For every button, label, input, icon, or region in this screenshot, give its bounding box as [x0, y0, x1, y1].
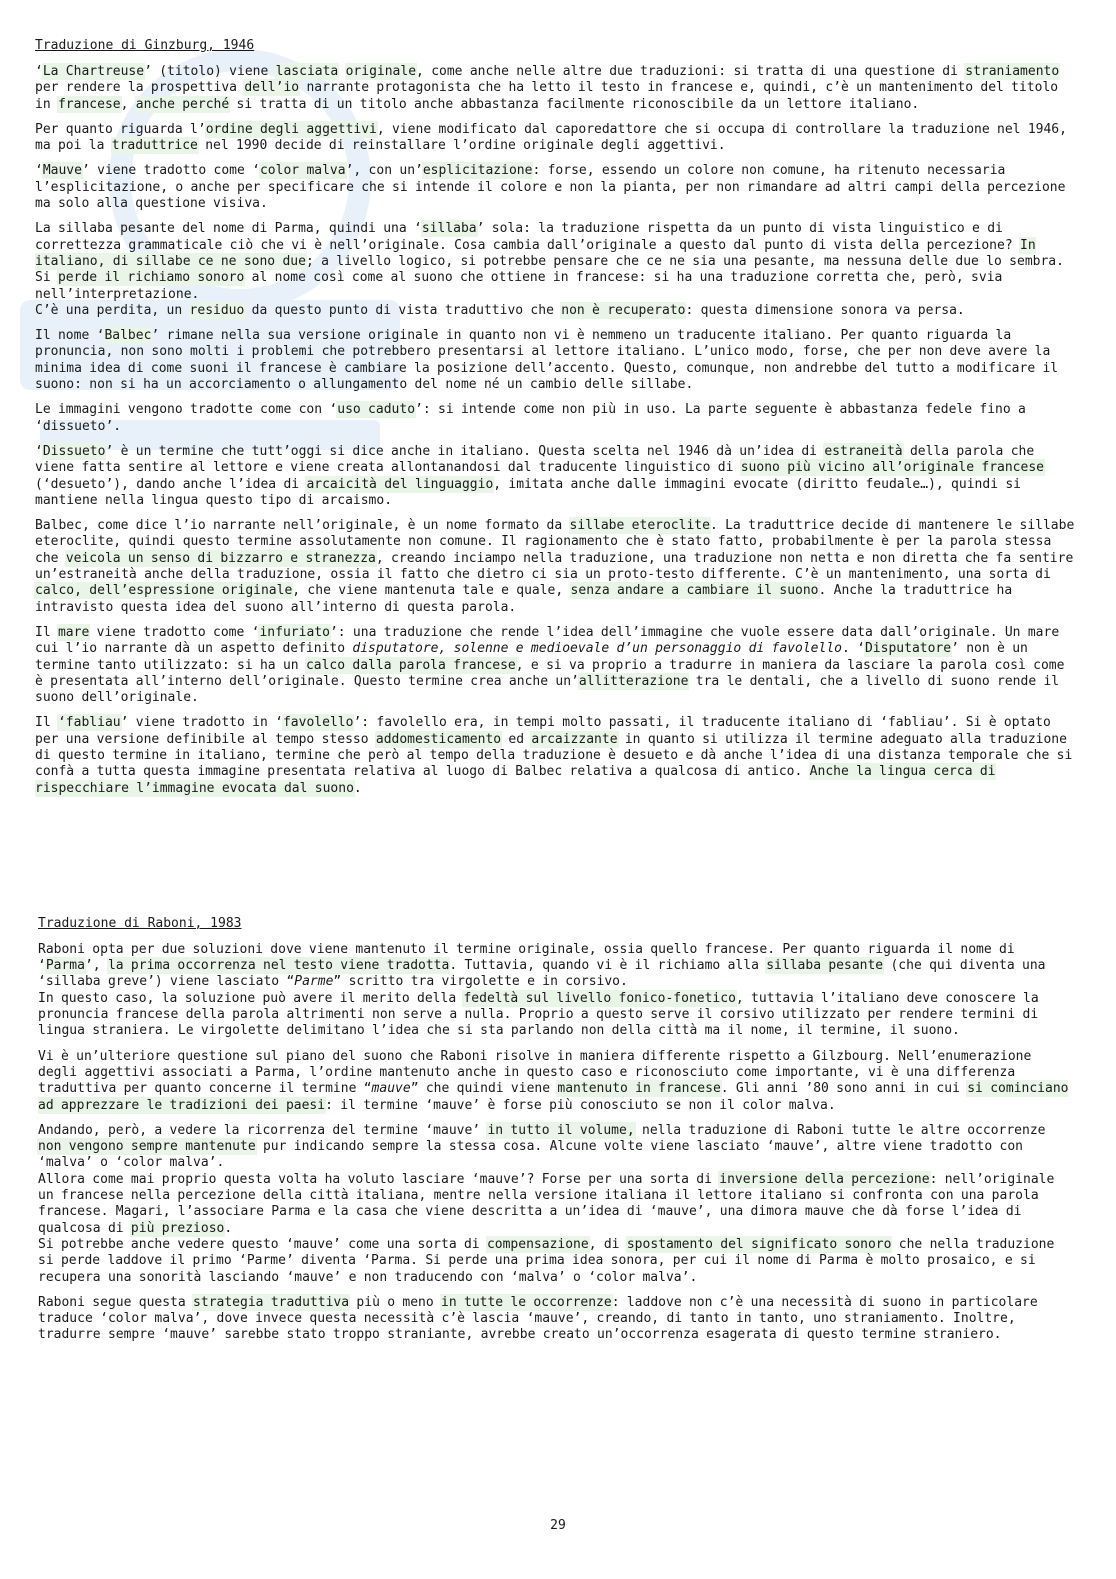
- text-run: [338, 64, 345, 79]
- paragraph: [38, 991, 1075, 1040]
- highlighted-text: perde il richiamo sonoro: [57, 270, 245, 286]
- text-run: La sillaba pesante del nome di Parma, quindi una ‘: [35, 221, 422, 237]
- paragraph: [35, 303, 1075, 319]
- highlighted-text: residuo: [189, 302, 245, 318]
- highlighted-text: color malva: [259, 163, 346, 179]
- text-run: ’ è un termine che tutt’oggi si dice anche in italiano. Questa scelta nel 1946 dà un’idea di: [105, 443, 825, 459]
- paragraph: [35, 518, 1075, 616]
- text-run: , che viene mantenuta tale e quale,: [292, 583, 571, 599]
- italic-text: mauve: [371, 1081, 411, 1097]
- text-run: ‘: [35, 64, 43, 79]
- highlighted-text: estraneità: [824, 443, 903, 459]
- highlighted-text: straniamento: [965, 64, 1060, 79]
- text-run: ’: si intende come non più in uso. La parte seguente è abbastanza fedele fino a ‘dissueto’.: [35, 402, 1026, 434]
- text-run: più o meno: [349, 1294, 442, 1310]
- text-run: : forse, essendo un colore non comune, ha ritenuto necessaria l’esplicitazione, o anche per specificare che si intende il colore e non la pianta, per non rimandare ad altri campi della percezione ma solo alla questione visiva.: [35, 163, 1066, 212]
- text-run: (‘desueto’), dando anche l’idea di: [35, 476, 307, 492]
- text-run: C’è una perdita, un: [35, 302, 190, 318]
- text-run: In questo caso, la soluzione può avere il merito della: [38, 990, 464, 1006]
- highlighted-text: veicola un senso di bizzarro e stranezza: [65, 550, 376, 566]
- text-run: che nella traduzione si perde laddove il primo ‘Parme’ diventa ‘Parma. Si perde una prima idea sonora, per cui il nome di Parma è molto prosaico, e si recupera una sonorità lasciando ‘mauve’ e non traducendo con ‘malva’ o ‘color malva’.: [38, 1236, 1055, 1285]
- text-run: .: [224, 1220, 233, 1236]
- paragraph: [38, 1172, 1075, 1237]
- paragraph: [35, 64, 1075, 113]
- paragraph: [38, 1049, 1075, 1114]
- paragraph: [35, 625, 1075, 706]
- text-run: ’ viene tradotto come ‘: [81, 163, 260, 179]
- paragraph: [38, 942, 1075, 991]
- section-body-raboni: [38, 942, 1075, 1344]
- highlighted-text: infuriato: [259, 624, 330, 640]
- highlighted-text: suono più vicino all’originale francese: [740, 460, 1044, 476]
- text-run: , come anche nelle altre due traduzioni: si tratta di una questione di: [416, 64, 966, 79]
- text-run: : nell’originale un francese nella percezione della città italiana, mentre nella versione italiana il lettore italiano si confronta con una parola francese. Magari, l’associare Parma e la casa che viene descritta a un’idea di ‘mauve’, una dimora mauve che dà forse l’idea di qualcosa di: [38, 1171, 1055, 1236]
- text-run: narrante protagonista che ha letto il testo in francese e, quindi, c’è un mantenimento del titolo in: [35, 80, 1059, 112]
- highlighted-text: ordine degli aggettivi: [205, 121, 377, 137]
- highlighted-text: calco dalla parola francese: [305, 657, 516, 673]
- text-run: ’, con un’: [345, 163, 423, 179]
- text-run: Il nome ‘: [35, 328, 105, 344]
- highlighted-text: sillaba pesante: [766, 958, 884, 974]
- text-run: per rendere la prospettiva: [35, 80, 245, 96]
- text-run: Per quanto riguarda l’: [35, 121, 206, 137]
- text-run: tra le dentali, che a livello di suono rende il suono dell’originale.: [35, 673, 1060, 706]
- section-body-ginzburg: [35, 64, 1075, 797]
- highlighted-text: mare: [57, 624, 90, 640]
- text-run: Raboni opta per due soluzioni dove viene mantenuto il termine originale, ossia quello francese. Per quanto riguarda il nome di ‘: [38, 941, 1015, 974]
- highlighted-text: dell’io: [244, 80, 300, 96]
- text-run: nel 1990 decide di reinstallare l’ordine originale degli aggettivi.: [197, 138, 726, 154]
- highlighted-text: Disputatore: [864, 641, 952, 657]
- text-run: ’ rimane nella sua versione originale in quanto non vi è nemmeno un traducente italiano. Per quanto riguarda la pronuncia, non sono molti i problemi che potrebbero presentarsi al lettore italiano. L’unico modo, forse, che per non deve avere la minima idea di come suoni il francese è cambiare la posizione dell’accento. Questo, comunque, non andrebbe del tutto a modificare il suono: non si ha un accorciamento o allungamento del nome né un cambio delle sillabe.: [35, 328, 1059, 393]
- text-run: nella traduzione di Raboni tutte le altre occorrenze: [634, 1122, 1046, 1138]
- paragraph: [35, 715, 1075, 796]
- text-run: . Tuttavia, quando vi è il richiamo alla: [449, 958, 767, 974]
- highlighted-text: Mauve: [42, 163, 82, 179]
- highlighted-text: sillaba: [421, 221, 477, 237]
- text-run: Le immagini vengono tradotte come con ‘: [35, 402, 338, 418]
- highlighted-text: esplicitazione: [422, 163, 533, 179]
- highlighted-text: la prima occorrenza nel testo viene tradotta: [107, 958, 450, 974]
- highlighted-text: Balbec: [104, 328, 152, 344]
- text-run: Andando, però, a vedere la ricorrenza del termine ‘mauve’: [38, 1122, 488, 1138]
- highlighted-text: non è recuperato: [561, 302, 686, 318]
- paragraph: [35, 402, 1075, 435]
- text-run: ’ sola: la traduzione rispetta da un punto di vista linguistico e di correttezza grammaticale ciò che vi è nell’originale. Cosa cambia dall’originale a questo dal punto di vista della percezione?: [35, 221, 1020, 253]
- highlighted-text: arcaizzante: [531, 731, 618, 747]
- section-heading-ginzburg: Traduzione di Ginzburg, 1946: [35, 38, 255, 53]
- highlighted-text: inversione della percezione: [719, 1171, 930, 1187]
- highlighted-text: anche perché: [135, 96, 230, 112]
- text-run: . Anche la traduttrice ha intravisto questa idea del suono all’interno di questa parola.: [35, 583, 1013, 615]
- section-spacer: [35, 806, 1075, 916]
- highlighted-text: traduttrice: [111, 138, 198, 154]
- text-run: ; a livello logico, si potrebbe pensare che ce ne sia una pesante, ma nessuna delle due lo sembra. Si: [35, 253, 1064, 286]
- text-run: ‘: [35, 163, 43, 179]
- highlighted-text: spostamento del significato sonoro: [626, 1236, 892, 1252]
- highlighted-text: francese: [57, 96, 121, 112]
- highlighted-text: fedeltà sul livello fonico-fonetico: [463, 990, 736, 1006]
- text-run: . La traduttrice decide di mantenere le sillabe eteroclite, quindi questo termine assolutamente non comune. Il ragionamento che è stato fatto, probabilmente è per la parola stessa che: [35, 518, 1075, 566]
- text-run: , e si va proprio a tradurre in maniera da lasciare la parola così come è presentata all’interno dell’originale. Questo termine crea anche un’: [35, 657, 1065, 689]
- text-run: : laddove non c’è una necessità di suono in particolare traduce ‘color malva’, dove invece questa necessità c’è lascia ‘mauve’, creando, di tanto in tanto, uno straniamento. Inoltre, tradurre sempre ‘mauve’ sarebbe stato troppo straniante, avrebbe creato un’occorrenza esagerata di questo termine straniero.: [38, 1294, 1038, 1343]
- paragraph: [38, 1295, 1075, 1344]
- text-run: Raboni segue questa: [38, 1294, 194, 1310]
- text-run: , viene modificato dal caporedattore che si occupa di controllare la traduzione nel 1946, ma poi la: [35, 121, 1067, 154]
- highlighted-text: Parma: [45, 958, 85, 974]
- highlighted-text: in tutte le occorrenze: [441, 1294, 612, 1310]
- paragraph: [38, 1123, 1075, 1172]
- text-run: . ‘: [842, 641, 865, 657]
- paragraph: [35, 444, 1075, 509]
- text-run: ‘: [35, 443, 43, 459]
- highlighted-text: La Chartreuse: [42, 64, 145, 79]
- highlighted-text: lasciata: [275, 64, 339, 79]
- highlighted-text: uso caduto: [337, 402, 416, 418]
- highlighted-text: Anche la lingua cerca di rispecchiare l’immagine evocata dal suono: [35, 764, 996, 796]
- text-run: viene tradotto come ‘: [89, 624, 260, 640]
- highlighted-text: ‘fabliau: [57, 715, 121, 731]
- highlighted-text: più prezioso: [130, 1220, 225, 1236]
- text-run: (che qui diventa una ‘sillaba greve’) viene lasciato “: [38, 958, 1046, 990]
- text-run: ” che quindi viene: [410, 1081, 558, 1097]
- text-run: Si potrebbe anche vedere questo ‘mauve’ come una sorta di: [38, 1236, 487, 1252]
- text-run: Vi è un’ulteriore questione sul piano del suono che Raboni risolve in maniera differente rispetto a Gilzbourg. Nell’enumerazione degli aggettivi associati a Parma, l’ordine mantenuto anche in questo caso e riconosciuto come importante, vi è una differenza traduttiva per quanto concerne il termine “: [38, 1048, 1032, 1097]
- text-run: .: [353, 780, 362, 796]
- highlighted-text: compensazione: [486, 1236, 589, 1252]
- page-number: 29: [550, 1518, 566, 1533]
- highlighted-text: non vengono sempre mantenute: [38, 1139, 256, 1155]
- text-run: , creando inciampo nella traduzione, una traduzione non netta e non diretta che fa sentire un’estraneità anche della traduzione, ossia il fatto che dietro ci sia un proto-testo differente. C’è un mantenimento, una sorta di: [35, 550, 1074, 583]
- highlighted-text: senza andare a cambiare il suono: [570, 583, 819, 599]
- highlighted-text: calco, dell’espressione originale: [35, 583, 293, 599]
- highlighted-text: in tutto il volume,: [487, 1122, 635, 1138]
- paragraph: [35, 122, 1075, 155]
- paragraph: [35, 163, 1075, 212]
- text-run: Il: [35, 624, 58, 640]
- highlighted-text: Dissueto: [42, 443, 106, 459]
- highlighted-text: favolello: [282, 715, 354, 731]
- highlighted-text: strategia traduttiva: [193, 1294, 350, 1310]
- text-run: ’: una traduzione che rende l’idea dell’immagine che vuole essere data dall’originale. Un mare cui l’io narrante dà un aspetto definito: [35, 624, 1060, 657]
- italic-text: disputatore, solenne e medioevale d’un personaggio di favolello: [352, 641, 842, 657]
- text-run: della parola che viene fatta sentire al lettore e viene creata allontanandosi dal traducente linguistico di: [35, 443, 1035, 476]
- text-run: ’ viene tradotto in ‘: [120, 715, 283, 731]
- text-run: Il: [35, 715, 58, 731]
- highlighted-text: originale: [345, 64, 417, 79]
- highlighted-text: mantenuto in francese: [557, 1081, 721, 1097]
- text-run: Balbec, come dice l’io narrante nell’originale, è un nome formato da: [35, 518, 570, 534]
- section-ginzburg: [35, 38, 1075, 797]
- highlighted-text: si cominciano ad apprezzare le tradizioni dei paesi: [38, 1081, 1069, 1113]
- text-run: ’ (titolo) viene: [144, 64, 276, 79]
- text-run: ed: [501, 731, 532, 747]
- paragraph: [35, 221, 1075, 302]
- text-run: : il termine ‘mauve’ è forse più conosciuto se non il color malva.: [325, 1097, 836, 1113]
- text-run: , di: [588, 1236, 627, 1252]
- text-run: : questa dimensione sonora va persa.: [685, 302, 965, 318]
- text-run: ” scritto tra virgolette e in corsivo.: [333, 974, 628, 990]
- text-run: ’,: [84, 958, 108, 974]
- highlighted-text: arcaicità del linguaggio: [306, 476, 494, 492]
- text-run: . Gli anni ’80 sono anni in cui: [720, 1081, 968, 1097]
- text-run: ’: favolello era, in tempi molto passati, il traducente italiano di ‘fabliau’. Si è optato per una versione definibile al tempo stesso: [35, 715, 1051, 747]
- text-run: pur indicando sempre la stessa cosa. Alcune volte viene lasciato ‘mauve’, altre viene tradotto con ‘malva’ o ‘color malva’.: [38, 1139, 1023, 1171]
- highlighted-text: allitterazione: [578, 673, 689, 689]
- text-run: in quanto si utilizza il termine adeguato alla traduzione di questo termine in italiano, termine che però al tempo della traduzione è desueto e dà anche l’idea di una distanza temporale che si confà a tutta questa immagine presentata relativa al luogo di Balbec relativa a qualcosa di antico.: [35, 731, 1073, 780]
- text-run: , tuttavia l’italiano deve conoscere la pronuncia francese della parola altrimenti non serve a nulla. Proprio a questo serve il corsivo utilizzato per rendere termini di lingua straniera. Le virgolette delimitano l’idea che si sta parlando non della città ma il nome, il termine, il suono.: [38, 990, 1039, 1039]
- highlighted-text: In italiano, di sillabe ce ne sono due: [35, 237, 1036, 269]
- text-run: ’ non è un termine tanto utilizzato: si ha un: [35, 641, 1028, 673]
- text-run: ,: [120, 96, 136, 112]
- highlighted-text: addomesticamento: [375, 731, 502, 747]
- text-run: Allora come mai proprio questa volta ha voluto lasciare ‘mauve’? Forse per una sorta di: [38, 1171, 720, 1187]
- section-raboni: [38, 916, 1075, 1344]
- text-run: da questo punto di vista traduttivo che: [244, 302, 562, 318]
- section-heading-raboni: Traduzione di Raboni, 1983: [38, 915, 242, 931]
- italic-text: Parme: [294, 974, 334, 990]
- document-page: [35, 38, 1075, 1353]
- text-run: , imitata anche dalle immagini evocate (diritto feudale…), quindi si mantiene nella lingua questo tipo di arcaismo.: [35, 476, 1021, 508]
- paragraph: [35, 328, 1075, 393]
- paragraph: [38, 1237, 1075, 1286]
- text-run: si tratta di un titolo anche abbastanza facilmente riconoscibile da un lettore italiano.: [229, 96, 920, 112]
- highlighted-text: sillabe eteroclite: [569, 518, 710, 534]
- text-run: al nome così come al suono che ottiene in francese: si ha una traduzione corretta che, però, svia nell’interpretazione.: [35, 270, 1003, 302]
